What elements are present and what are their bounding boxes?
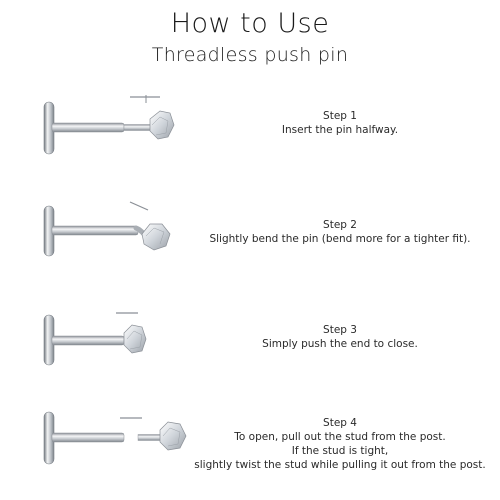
step-4-line-3: slightly twist the stud while pulling it out from the post. <box>194 459 486 471</box>
step-1-text <box>190 109 490 137</box>
step-3 <box>0 305 500 395</box>
step-4-number: Step 4 <box>323 417 357 429</box>
pin-illustration-step-4 <box>0 400 200 490</box>
pin-illustration-step-2 <box>0 196 200 286</box>
step-4-text <box>190 416 490 472</box>
step-4-line-2: If the stud is tight, <box>291 445 389 457</box>
step-3-line-1: Simply push the end to close. <box>262 338 418 350</box>
step-4-line-1: To open, pull out the stud from the post. <box>234 431 446 443</box>
pin-illustration-step-3 <box>0 305 200 395</box>
step-1-line-1: Insert the pin halfway. <box>281 124 399 136</box>
step-2 <box>0 196 500 286</box>
step-2-text <box>190 218 490 246</box>
step-3-number: Step 3 <box>323 324 357 336</box>
page-title: How to Use <box>170 8 330 39</box>
step-2-number: Step 2 <box>323 219 357 231</box>
page-subtitle: Threadless push pin <box>151 44 349 66</box>
pin-illustration-step-1 <box>0 95 200 185</box>
step-4 <box>0 400 500 490</box>
step-2-line-1: Slightly bend the pin (bend more for a tighter fit). <box>209 233 471 245</box>
step-1-number: Step 1 <box>323 110 357 122</box>
step-3-text <box>190 323 490 351</box>
step-1 <box>0 95 500 185</box>
